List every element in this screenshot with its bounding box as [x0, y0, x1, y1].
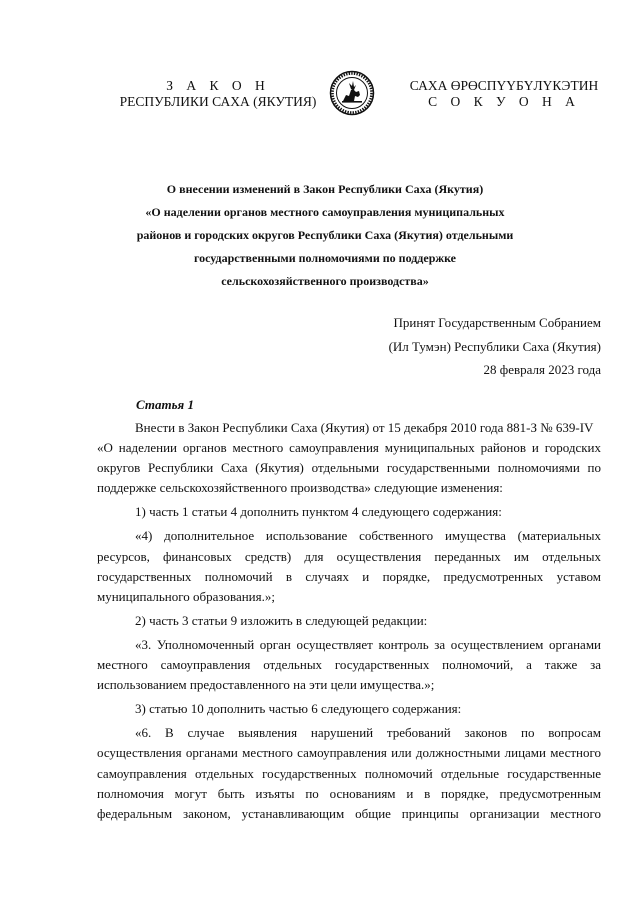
body-line: «6. В случае выявления нарушений требований законов по вопросам: [135, 725, 601, 741]
body-line: самоуправления отдельных государственных полномочий отдельные государственные: [97, 765, 601, 781]
body-line: муниципального образования.»;: [97, 588, 275, 604]
law-title-line: О внесении изменений в Закон Республики Саха (Якутия): [166, 182, 484, 196]
body-line: местного самоуправления отдельных государственных полномочий, а также за: [97, 657, 601, 673]
body-line: Внести в Закон Республики Саха (Якутия) от 15 декабря 2010 года 881-З № 639-IV: [135, 420, 594, 435]
adoption-line: (Ил Тумэн) Республики Саха (Якутия): [388, 338, 601, 354]
header-left: [108, 78, 328, 110]
body-line: 3) статью 10 дополнить частью 6 следующего содержания:: [135, 701, 462, 717]
body-line: полномочия могут быть изъяты по основаниям и в порядке, предусмотренным: [97, 785, 601, 801]
body-line: федеральным законом, устанавливающим общие принципы организации местного: [97, 805, 601, 821]
body-line: «О наделении органов местного самоуправления муниципальных районов и городских: [97, 440, 601, 456]
body-line: 2) часть 3 статьи 9 изложить в следующей редакции:: [135, 612, 428, 628]
header-right-title: САХА ӨРӨСПҮҮБҮЛҮКЭТИН: [409, 78, 599, 93]
adoption-date: 28 февраля 2023 года: [483, 362, 601, 377]
law-title-line: «О наделении органов местного самоуправления муниципальных: [145, 205, 505, 219]
article-heading: Статья 1: [136, 397, 194, 412]
body-line: округов Республики Саха (Якутия) отдельными государственными полномочиями по: [97, 460, 601, 476]
header-right-subtitle: С О К У О Н А: [428, 94, 580, 109]
header-left-title: З А К О Н: [166, 78, 270, 93]
body-line: «3. Уполномоченный орган осуществляет контроль за осуществлением органами: [135, 636, 601, 652]
body-line: использованием предоставленного на эти цели имущества.»;: [97, 677, 435, 693]
adoption-note: [389, 311, 601, 382]
law-title-line: сельскохозяйственного производства»: [221, 274, 429, 288]
body-line: поддержке сельскохозяйственного производства» следующие изменения:: [97, 480, 503, 496]
body-line: «4) дополнительное использование собственного имущества (материальных: [135, 528, 601, 544]
article-body: [97, 418, 601, 824]
body-line: 1) часть 1 статьи 4 дополнить пунктом 4 следующего содержания:: [135, 504, 502, 520]
law-title-line: районов и городских округов Республики Саха (Якутия) отдельными: [136, 228, 514, 242]
body-line: государственных полномочий в случаях и порядке, предусмотренных уставом: [97, 568, 601, 584]
law-title-line: государственными полномочиями по поддержке: [193, 251, 457, 265]
body-line: осуществления органами местного самоуправления или должностными лицами местного: [97, 745, 601, 761]
law-title: [60, 178, 590, 293]
header-right: [394, 78, 614, 110]
adoption-line: Принят Государственным Собранием: [393, 315, 601, 330]
header-left-subtitle: РЕСПУБЛИКИ САХА (ЯКУТИЯ): [119, 94, 317, 109]
coat-of-arms-icon: [329, 70, 375, 116]
body-line: ресурсов, финансовых средств) для осуществления переданных им отдельных: [97, 548, 601, 564]
